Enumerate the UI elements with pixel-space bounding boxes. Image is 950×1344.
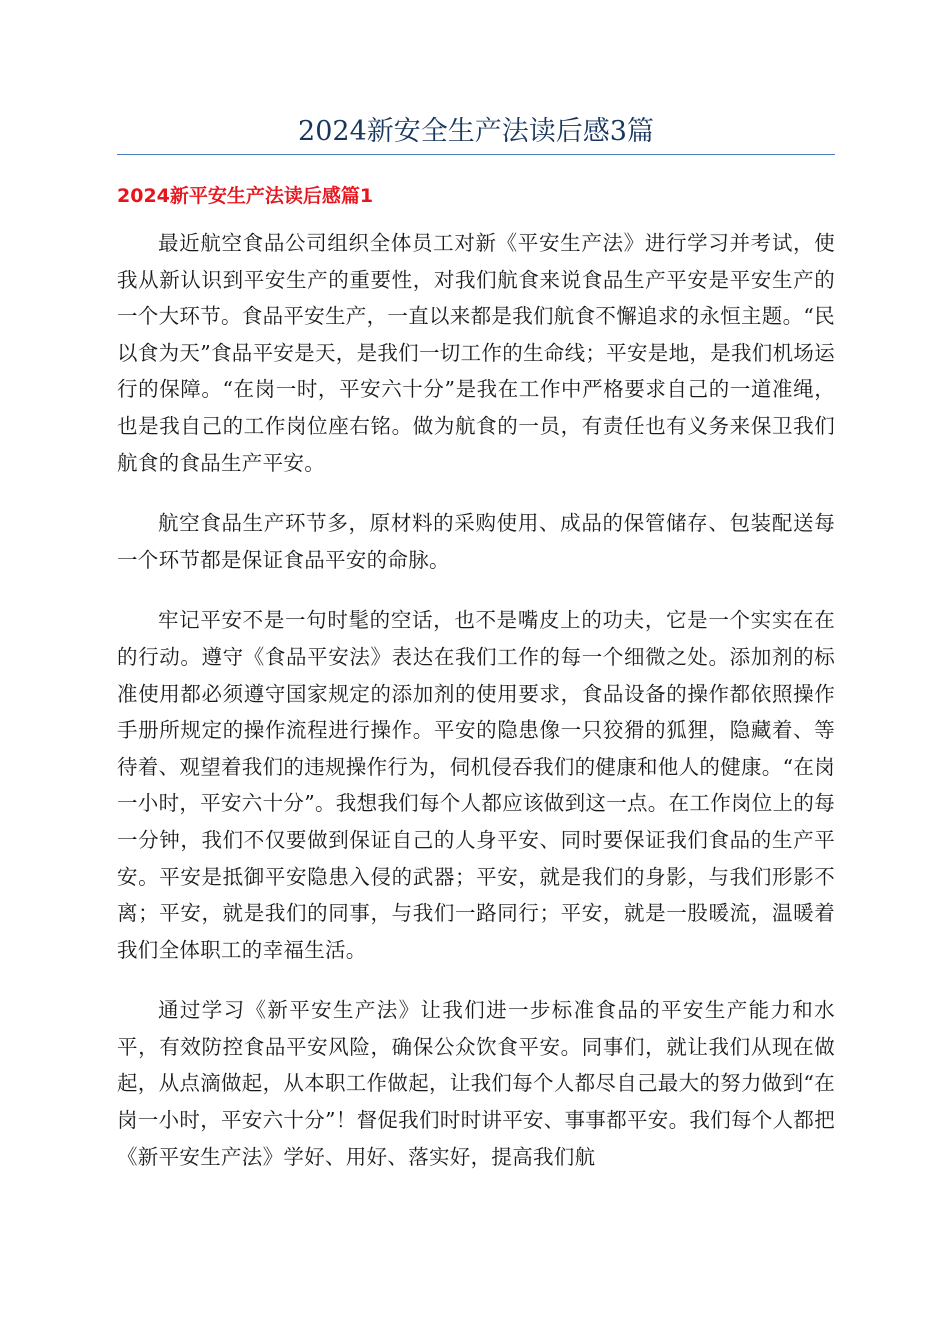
title-underline: [117, 154, 835, 155]
paragraph-4: 通过学习《新平安生产法》让我们进一步标准食品的平安生产能力和水平，有效防控食品平安风险，确保公众饮食平安。同事们，就让我们从现在做起，从点滴做起，从本职工作做起，让我们每个人都尽自己最大的努力做到“在岗一小时，平安六十分”！督促我们时时讲平安、事事都平安。我们每个人都把《新平安生产法》学好、用好、落实好，提高我们航: [117, 998, 835, 1169]
document-body: [117, 225, 835, 1199]
section-heading: 2024新平安生产法读后感篇1: [117, 185, 374, 207]
document-title: 2024新安全生产法读后感3篇: [298, 116, 654, 147]
paragraph-3: 牢记平安不是一句时髦的空话，也不是嘴皮上的功夫，它是一个实实在在的行动。遵守《食品平安法》表达在我们工作的每一个细微之处。添加剂的标准使用都必须遵守国家规定的添加剂的使用要求，食品设备的操作都依照操作手册所规定的操作流程进行操作。平安的隐患像一只狡猾的狐狸，隐藏着、等待着、观望着我们的违规操作行为，伺机侵吞我们的健康和他人的健康。“在岗一小时，平安六十分”。我想我们每个人都应该做到这一点。在工作岗位上的每一分钟，我们不仅要做到保证自己的人身平安、同时要保证我们食品的生产平安。平安是抵御平安隐患入侵的武器；平安，就是我们的身影，与我们形影不离；平安，就是我们的同事，与我们一路同行；平安，就是一股暖流，温暖着我们全体职工的幸福生活。: [117, 608, 835, 962]
paragraph-1: 最近航空食品公司组织全体员工对新《平安生产法》进行学习并考试，使我从新认识到平安生产的重要性，对我们航食来说食品生产平安是平安生产的一个大环节。食品平安生产，一直以来都是我们航食不懈追求的永恒主题。“民以食为天”食品平安是天，是我们一切工作的生命线；平安是地，是我们机场运行的保障。“在岗一时，平安六十分”是我在工作中严格要求自己的一道准绳，也是我自己的工作岗位座右铭。做为航食的一员，有责任也有义务来保卫我们航食的食品生产平安。: [117, 231, 835, 475]
paragraph-2: 航空食品生产环节多，原材料的采购使用、成品的保管储存、包装配送每一个环节都是保证食品平安的命脉。: [117, 511, 835, 572]
